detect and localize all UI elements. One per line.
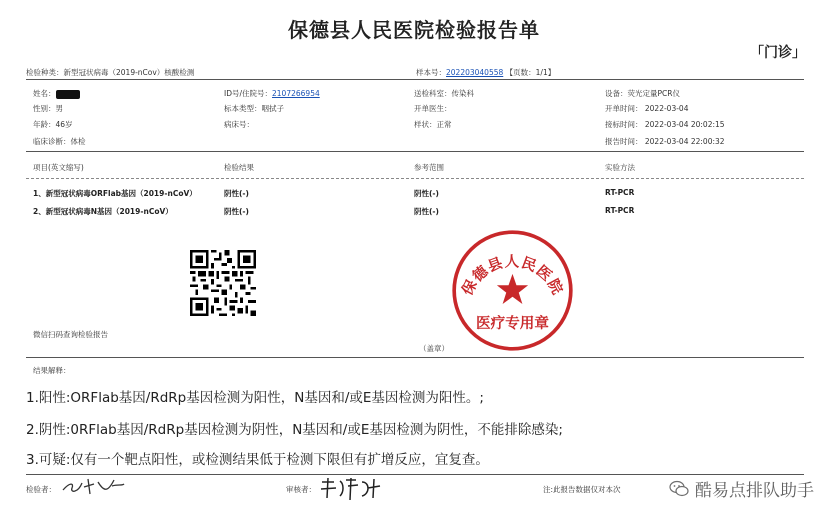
order-time: 开单时间： 2022-03-04 bbox=[605, 104, 689, 113]
outpatient-badge: 「门诊」 bbox=[750, 45, 806, 61]
interpretation-line: 1.阳性:ORFlab基因/RdRp基因检测为阳性，N基因和/或E基因检测为阳性。; bbox=[26, 390, 484, 406]
id-label: ID号/住院号： bbox=[224, 89, 273, 98]
page-count: 【页数：1/1】 bbox=[505, 68, 556, 77]
stamp-caption: （盖章） bbox=[419, 344, 449, 353]
bed-number: 病床号： bbox=[224, 120, 254, 129]
clinical-diagnosis: 临床诊断：体检 bbox=[33, 137, 86, 146]
test-type: 检验种类：新型冠状病毒（2019-nCov）核酸检测 bbox=[26, 68, 195, 77]
watermark-text: 酷易点排队助手 bbox=[695, 481, 814, 501]
tester-signature bbox=[60, 474, 126, 500]
svg-text:医疗专用章: 医疗专用章 bbox=[476, 315, 549, 332]
receive-time: 接标时间： 2022-03-04 20:02:15 bbox=[605, 120, 725, 129]
patient-name bbox=[33, 88, 80, 99]
row-result: 阴性(-) bbox=[224, 189, 249, 198]
col-header-reference: 参考范围 bbox=[414, 163, 444, 172]
watermark bbox=[669, 476, 814, 501]
row-result: 阴性(-) bbox=[224, 207, 249, 216]
footer-note: 注:此报告数据仅对本次 bbox=[543, 485, 621, 494]
wechat-icon bbox=[669, 480, 689, 498]
reviewer-signature bbox=[318, 476, 382, 502]
svg-text:保德县人民医院: 保德县人民医院 bbox=[458, 253, 567, 299]
tester-label: 检验者： bbox=[26, 485, 56, 494]
id-link[interactable]: 2107266954 bbox=[272, 89, 320, 98]
patient-age: 年龄：46岁 bbox=[33, 120, 73, 129]
name-redacted bbox=[56, 90, 80, 99]
row-item: 2、新型冠状病毒N基因（2019-nCoV） bbox=[33, 207, 173, 216]
divider bbox=[26, 357, 804, 358]
qr-code[interactable] bbox=[190, 250, 256, 316]
interpretation-label: 结果解释： bbox=[33, 366, 71, 375]
row-reference: 阴性(-) bbox=[414, 207, 439, 216]
sample-state: 样状：正常 bbox=[414, 120, 452, 129]
sample-number bbox=[416, 67, 555, 78]
ordering-doctor: 开单医生： bbox=[414, 104, 452, 113]
hospital-seal bbox=[450, 228, 575, 353]
patient-id bbox=[224, 88, 320, 99]
divider bbox=[26, 151, 804, 152]
row-method: RT-PCR bbox=[605, 206, 635, 215]
patient-gender: 性别：男 bbox=[33, 104, 63, 113]
name-label: 姓名： bbox=[33, 89, 56, 98]
divider bbox=[26, 474, 804, 475]
reviewer-label: 审核者： bbox=[286, 485, 316, 494]
department: 送检科室：传染科 bbox=[414, 89, 474, 98]
sample-label: 样本号： bbox=[416, 68, 446, 77]
interpretation-line: 2.阴性:0RFlab基因/RdRp基因检测为阴性，N基因和/或E基因检测为阴性，不能排除感染; bbox=[26, 422, 563, 438]
interpretation-line: 3.可疑:仅有一个靶点阳性，或检测结果低于检测下限但有扩增反应，宜复查。 bbox=[26, 452, 489, 468]
table-divider bbox=[26, 178, 804, 179]
divider bbox=[26, 79, 804, 80]
row-method: RT-PCR bbox=[605, 188, 635, 197]
device: 设备：荧光定量PCR仪 bbox=[605, 89, 680, 98]
report-time: 报告时间： 2022-03-04 22:00:32 bbox=[605, 137, 725, 146]
col-header-item: 项目(英文缩写) bbox=[33, 163, 84, 172]
qr-caption: 微信扫码查询检验报告 bbox=[33, 330, 108, 339]
col-header-method: 实验方法 bbox=[605, 163, 635, 172]
report-title: 保德县人民医院检验报告单 bbox=[288, 18, 540, 42]
sample-number-link[interactable]: 202203040558 bbox=[446, 68, 504, 77]
specimen-type: 标本类型：咽拭子 bbox=[224, 104, 284, 113]
row-item: 1、新型冠状病毒ORFlab基因（2019-nCoV） bbox=[33, 189, 197, 198]
col-header-result: 检验结果 bbox=[224, 163, 254, 172]
row-reference: 阴性(-) bbox=[414, 189, 439, 198]
